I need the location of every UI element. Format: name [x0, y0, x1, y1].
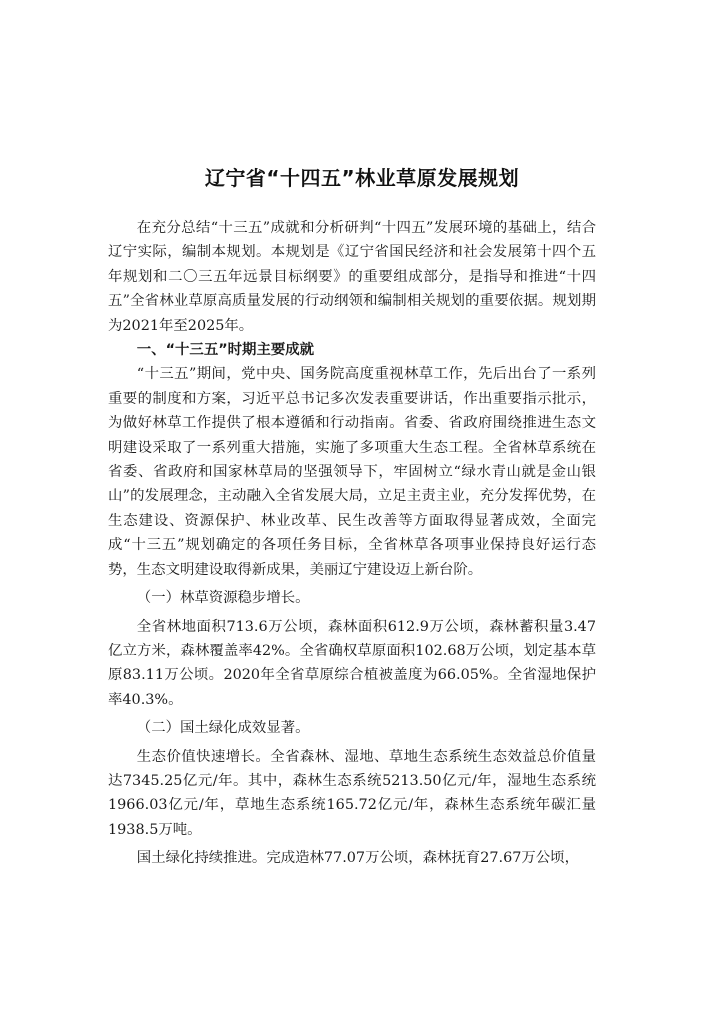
subsection-heading-resources: （一）林草资源稳步增长。 — [136, 590, 310, 607]
greening-progress-paragraph: 国土绿化持续推进。完成造林77.07万公顷，森林抚育27.67万公顷， — [136, 850, 579, 867]
subsection-heading-greening: （二）国土绿化成效显著。 — [136, 720, 310, 737]
intro-paragraph: 在充分总结“十三五”成就和分析研判“十四五”发展环境的基础上，结合辽宁实际，编制本规划。本规划是《辽宁省国民经济和社会发展第十四个五年规划和二〇三五年远景目标纲要》的重要组成部分，是指导和推进“十四五”全省林业草原高质量发展的行动纲领和编制相关规划的重要依据。规划期为2021年至2025年。 — [108, 220, 596, 334]
document-body — [108, 216, 596, 871]
document-title: 辽宁省“十四五”林业草原发展规划 — [204, 166, 520, 190]
achievements-paragraph: “十三五”期间，党中央、国务院高度重视林草工作，先后出台了一系列重要的制度和方案，习近平总书记多次发表重要讲话，作出重要指示批示，为做好林草工作提供了根本遵循和行动指南。省委、省政府围绕推进生态文明建设采取了一系列重大措施，实施了多项重大生态工程。全省林草系统在省委、省政府和国家林草局的坚强领导下，牢固树立“绿水青山就是金山银山”的发展理念，主动融入全省发展大局，立足主责主业，充分发挥优势，在生态建设、资源保护、林业改革、民生改善等方面取得显著成效，全面完成“十三五”规划确定的各项任务目标，全省林草各项事业保持良好运行态势，生态文明建设取得新成果，美丽辽宁建设迈上新台阶。 — [108, 366, 596, 578]
section-heading-achievements: 一、“十三五”时期主要成就 — [136, 342, 315, 359]
resources-paragraph: 全省林地面积713.6万公顷，森林面积612.9万公顷，森林蓄积量3.47亿立方米，森林覆盖率42%。全省确权草原面积102.68万公顷，划定基本草原83.11万公顷。2020年全省草原综合植被盖度为66.05%。全省湿地保护率40.3%。 — [108, 618, 596, 708]
ecological-value-paragraph: 生态价值快速增长。全省森林、湿地、草地生态系统生态效益总价值量达7345.25亿元/年。其中，森林生态系统5213.50亿元/年，湿地生态系统1966.03亿元/年，草地生态系统165.72亿元/年，森林生态系统年碳汇量1938.5万吨。 — [108, 748, 596, 838]
